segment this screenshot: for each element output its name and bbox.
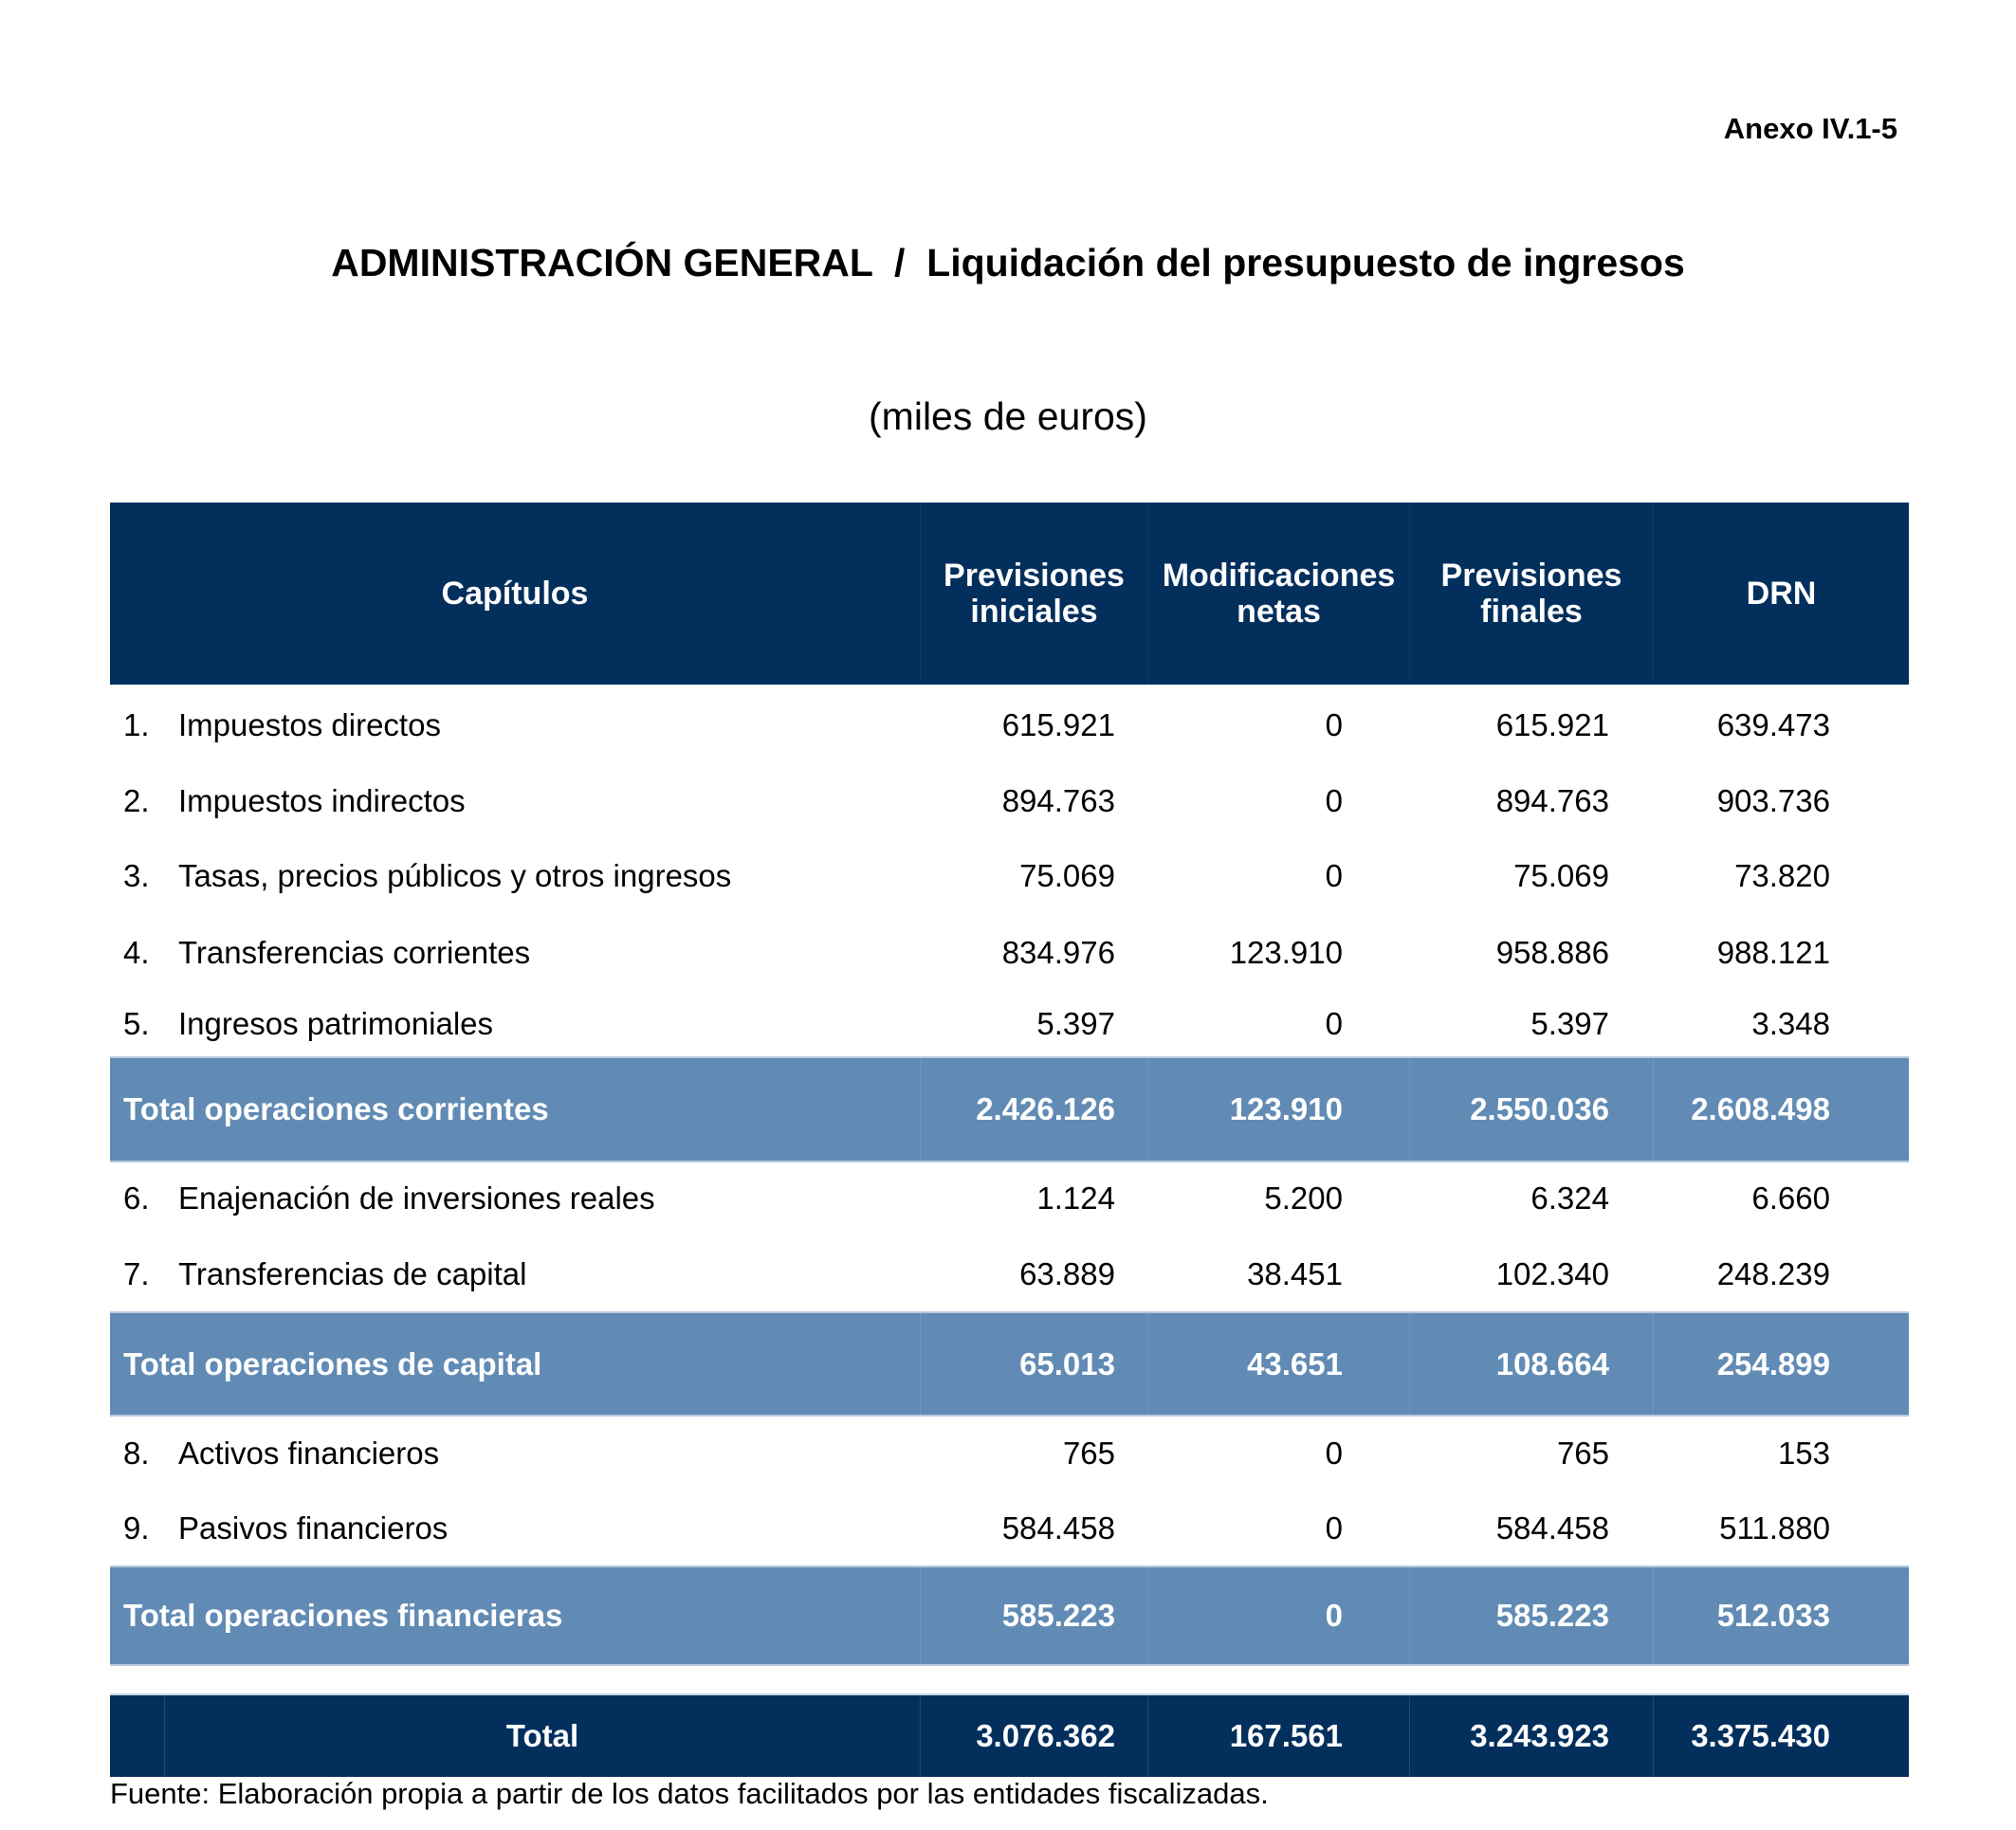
chapter-name: Ingresos patrimoniales	[178, 1006, 493, 1041]
cell-drn: 3.348	[1751, 1006, 1830, 1041]
cell-mod: 0	[1325, 1006, 1343, 1041]
subtotal-label: Total operaciones financieras	[123, 1598, 563, 1633]
table-row	[110, 1241, 1909, 1308]
cell-prev-ini: 5.397	[1036, 1006, 1115, 1041]
cell-drn: 639.473	[1716, 707, 1830, 742]
cell-drn: 2.608.498	[1691, 1091, 1830, 1126]
table-row	[110, 692, 1909, 759]
cell-prev-ini: 834.976	[1001, 935, 1115, 970]
cell-prev-ini: 585.223	[1001, 1598, 1115, 1633]
cell-drn: 988.121	[1716, 935, 1830, 970]
table-row	[110, 920, 1909, 986]
chapter-number: 8.	[123, 1436, 150, 1471]
cell-mod: 123.910	[1229, 935, 1343, 970]
chapter-name: Tasas, precios públicos y otros ingresos	[178, 858, 732, 893]
row-label	[110, 1165, 920, 1232]
cell-prev-fin: 108.664	[1495, 1345, 1609, 1382]
cell-drn: 6.660	[1751, 1180, 1830, 1216]
cell-mod: 0	[1325, 1510, 1343, 1546]
row-label	[110, 1495, 920, 1562]
cell-prev-ini: 63.889	[1019, 1256, 1115, 1291]
subtotal-label: Total operaciones corrientes	[123, 1091, 549, 1126]
cell-mod: 0	[1325, 1436, 1343, 1471]
cell-prev-ini: 584.458	[1001, 1510, 1115, 1546]
row-label	[110, 1420, 920, 1487]
cell-prev-ini: 2.426.126	[976, 1091, 1115, 1126]
cell-drn: 248.239	[1716, 1256, 1830, 1291]
cell-prev-fin: 615.921	[1495, 707, 1609, 742]
cell-mod: 38.451	[1247, 1256, 1343, 1291]
chapter-number: 3.	[123, 858, 150, 893]
table-row	[110, 991, 1909, 1057]
cell-prev-fin: 584.458	[1495, 1510, 1609, 1546]
cell-mod: 0	[1325, 783, 1343, 818]
total-label: Total	[164, 1695, 920, 1777]
header-capitulos: Capítulos	[441, 576, 589, 612]
row-label	[110, 692, 920, 759]
header-text: finales	[1480, 594, 1583, 630]
cell-prev-ini: 75.069	[1019, 858, 1115, 893]
page-title: ADMINISTRACIÓN GENERAL / Liquidación del presupuesto de ingresos	[331, 241, 1685, 284]
table-row	[110, 768, 1909, 834]
cell-drn: 512.033	[1716, 1598, 1830, 1633]
cell-prev-fin: 75.069	[1513, 858, 1609, 893]
subtotal-row-corrientes	[110, 1056, 1909, 1162]
cell-prev-fin: 958.886	[1495, 935, 1609, 970]
cell-prev-ini: 894.763	[1001, 783, 1115, 818]
chapter-name: Impuestos indirectos	[178, 783, 466, 818]
cell-prev-ini: 765	[1062, 1436, 1115, 1471]
row-label	[110, 991, 920, 1057]
chapter-name: Transferencias de capital	[178, 1256, 527, 1291]
subtotal-label: Total operaciones de capital	[123, 1345, 542, 1382]
source-footnote: Fuente: Elaboración propia a partir de los datos facilitados por las entidades fiscalizadas.	[110, 1777, 1269, 1810]
cell-prev-ini: 65.013	[1019, 1345, 1115, 1382]
header-text: iniciales	[970, 594, 1098, 630]
chapter-name: Activos financieros	[178, 1436, 440, 1471]
table-row	[110, 843, 1909, 909]
subtotal-row-financieras	[110, 1565, 1909, 1666]
cell-prev-fin: 765	[1556, 1436, 1609, 1471]
table-header	[110, 503, 1909, 685]
table-row	[110, 1495, 1909, 1562]
table-row	[110, 1165, 1909, 1232]
cell-prev-fin: 5.397	[1530, 1006, 1609, 1041]
row-label	[110, 843, 920, 909]
cell-mod: 0	[1325, 1598, 1343, 1633]
cell-prev-fin: 2.550.036	[1470, 1091, 1609, 1126]
subtotal-row-capital	[110, 1311, 1909, 1417]
cell-mod: 0	[1325, 858, 1343, 893]
chapter-number: 2.	[123, 783, 150, 818]
total-spacer	[110, 1695, 164, 1777]
chapter-number: 6.	[123, 1180, 150, 1216]
chapter-name: Impuestos directos	[178, 707, 441, 742]
header-text: Modificaciones	[1162, 558, 1396, 594]
cell-drn: 153	[1777, 1436, 1830, 1471]
cell-mod: 123.910	[1229, 1091, 1343, 1126]
row-label	[110, 920, 920, 986]
cell-mod: 0	[1325, 707, 1343, 742]
header-text: Previsiones	[1440, 558, 1622, 594]
chapter-number: 1.	[123, 707, 150, 742]
header-text: Previsiones	[944, 558, 1125, 594]
cell-prev-fin: 6.324	[1530, 1180, 1609, 1216]
chapter-number: 9.	[123, 1510, 150, 1546]
cell-prev-ini: 3.076.362	[976, 1718, 1115, 1753]
cell-drn: 903.736	[1716, 783, 1830, 818]
chapter-name: Enajenación de inversiones reales	[178, 1180, 655, 1216]
cell-drn: 511.880	[1719, 1510, 1830, 1546]
chapter-number: 5.	[123, 1006, 150, 1041]
grand-total-row	[110, 1693, 1909, 1777]
table-row	[110, 1420, 1909, 1487]
cell-mod: 167.561	[1229, 1718, 1343, 1753]
cell-drn: 254.899	[1716, 1345, 1830, 1382]
cell-mod: 43.651	[1247, 1345, 1343, 1382]
header-text: netas	[1237, 594, 1321, 630]
chapter-name: Pasivos financieros	[178, 1510, 449, 1546]
cell-prev-ini: 1.124	[1036, 1180, 1115, 1216]
cell-prev-fin: 894.763	[1495, 783, 1609, 818]
annex-label: Anexo IV.1-5	[1723, 112, 1897, 145]
header-previsiones-finales	[1409, 503, 1653, 685]
header-drn: DRN	[1653, 503, 1909, 685]
cell-prev-fin: 102.340	[1495, 1256, 1609, 1291]
cell-prev-ini: 615.921	[1001, 707, 1115, 742]
chapter-number: 4.	[123, 935, 150, 970]
units-subtitle: (miles de euros)	[869, 394, 1147, 438]
header-modificaciones-netas	[1147, 503, 1409, 685]
chapter-number: 7.	[123, 1256, 150, 1291]
header-previsiones-iniciales	[920, 503, 1147, 685]
cell-drn: 3.375.430	[1691, 1718, 1830, 1753]
cell-prev-fin: 3.243.923	[1470, 1718, 1609, 1753]
cell-prev-fin: 585.223	[1495, 1598, 1609, 1633]
cell-mod: 5.200	[1264, 1180, 1343, 1216]
row-label	[110, 1241, 920, 1308]
chapter-name: Transferencias corrientes	[178, 935, 531, 970]
row-label	[110, 768, 920, 834]
cell-drn: 73.820	[1734, 858, 1830, 893]
